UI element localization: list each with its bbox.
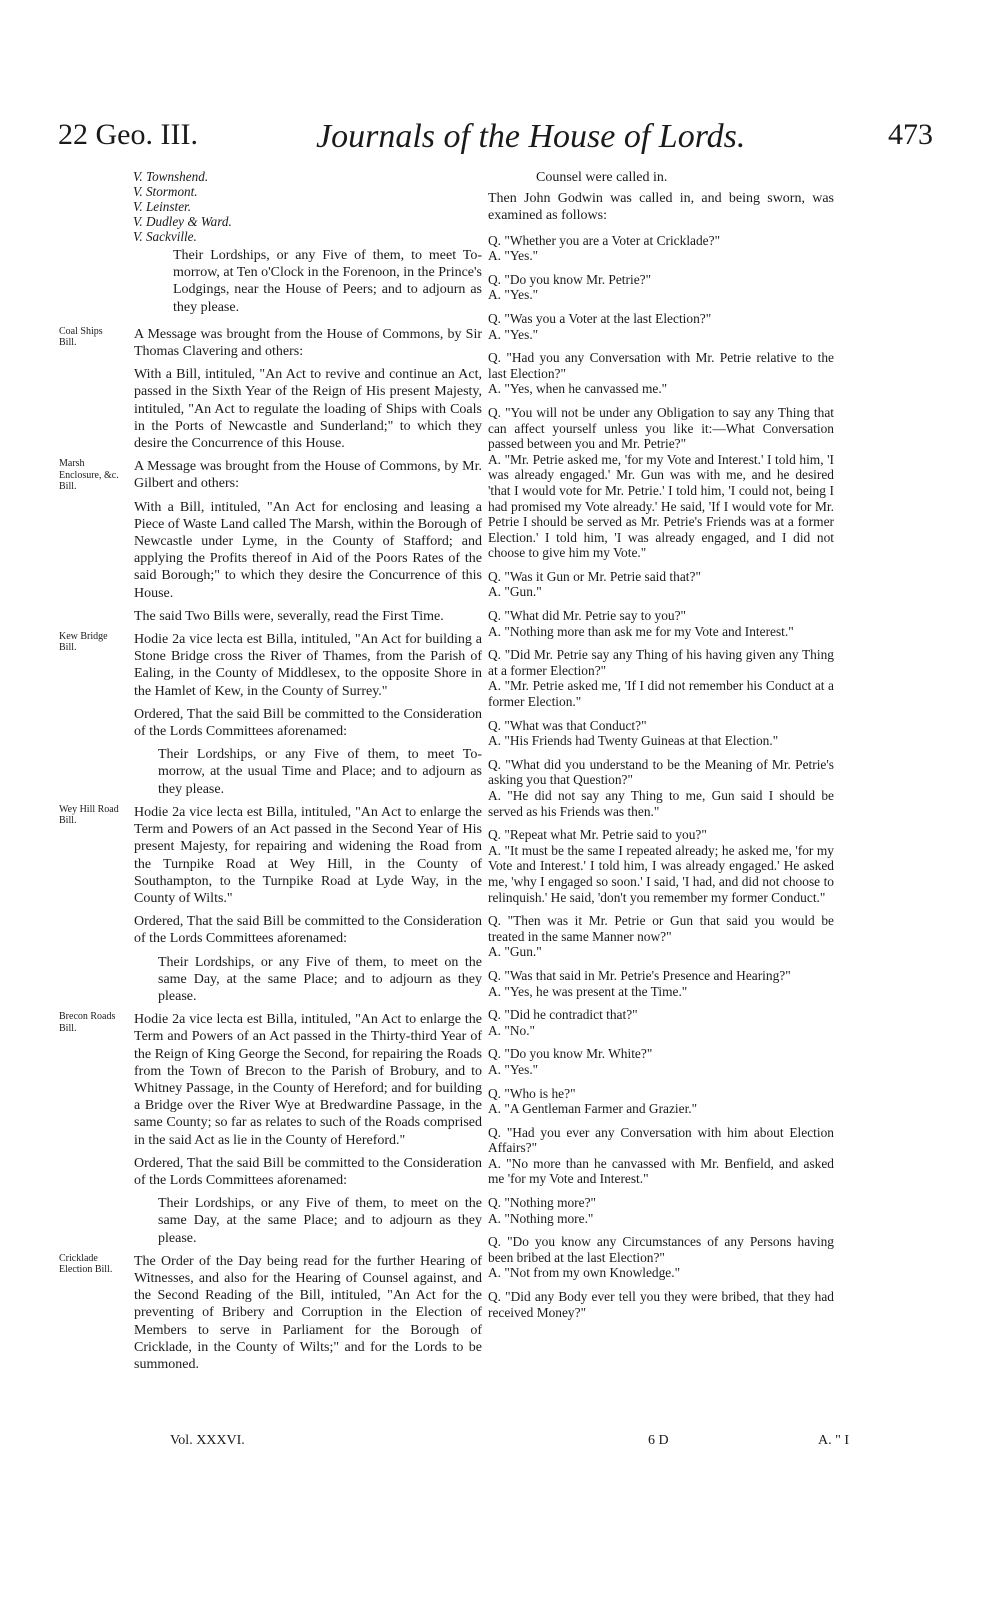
answer: A. "He did not say any Thing to me, Gun said I should be served as his Friends was then.": [488, 788, 834, 819]
answer: A. "Gun.": [488, 944, 542, 960]
qa-block: [488, 647, 834, 709]
qa-block: [488, 311, 834, 342]
lord-name: V. Dudley & Ward.: [133, 214, 232, 229]
qa-block: [488, 827, 834, 905]
question: Q. "Was you a Voter at the last Election?": [488, 310, 712, 326]
answer: A. "Gun.": [488, 584, 542, 600]
paragraph: A Message was brought from the House of Commons, by Sir Thomas Clavering and others:: [134, 326, 482, 360]
paragraph: Then John Godwin was called in, and being sworn, was examined as follows:: [488, 191, 834, 224]
question: Q. "Then was it Mr. Petrie or Gun that said you would be treated in the same Manner now?": [488, 913, 834, 944]
question: Q. "What was that Conduct?": [488, 717, 647, 733]
question: Q. "What did Mr. Petrie say to you?": [488, 608, 686, 624]
question: Q. "Was that said in Mr. Petrie's Presence and Hearing?": [488, 967, 791, 983]
paragraph: The Order of the Day being read for the further Hearing of Witnesses, and also for the Hearing of Counsel against, and the Second Reading of the Bill, intituled, "An Act for the preventing of Bribery and Corruption in the Election of Members to serve in Parliament for the Borough of Cricklade, in the County of Wilts;" and for the Lords to be summoned.: [134, 1253, 482, 1372]
wey-hill-entry: [59, 804, 482, 1005]
margin-note: Coal Ships Bill.: [59, 325, 103, 349]
paragraph: Ordered, That the said Bill be committed to the Consideration of the Lords Committees aforenamed:: [134, 914, 482, 947]
question: Q. "Repeat what Mr. Petrie said to you?": [488, 827, 707, 843]
question: Q. "Did Mr. Petrie say any Thing of his having given any Thing at a former Election?": [488, 647, 834, 678]
question: Q. "Who is he?": [488, 1085, 576, 1101]
answer: A. "A Gentleman Farmer and Grazier.": [488, 1101, 698, 1117]
margin-note: Wey Hill Road Bill.: [59, 803, 119, 827]
answer: A. "Yes.": [488, 287, 539, 303]
margin-note: Marsh Enclosure, &c. Bill.: [59, 458, 119, 493]
margin-note: Brecon Roads Bill.: [59, 1011, 116, 1034]
lord-name: V. Leinster.: [133, 199, 192, 214]
qa-block: [488, 1007, 834, 1038]
qa-block: [488, 968, 834, 999]
kew-bridge-entry: [59, 631, 482, 798]
paragraph: Their Lordships, or any Five of them, to meet To-morrow, at the usual Time and Place; and to adjourn as they please.: [158, 747, 482, 797]
qa-block: [488, 608, 834, 639]
answer: A. "Nothing more than ask me for my Vote and Interest.": [488, 623, 794, 639]
paragraph: Their Lordships, or any Five of them, to meet on the same Day, at the same Place; and to adjourn as they please.: [158, 1196, 482, 1246]
answer: A. "His Friends had Twenty Guineas at that Election.": [488, 733, 779, 749]
brecon-entry: [59, 1011, 482, 1247]
question: Q. "Had you ever any Conversation with him about Election Affairs?": [488, 1124, 834, 1156]
page-header-left: 22 Geo. III.: [58, 118, 198, 151]
qa-block: [488, 757, 834, 819]
answer: A. "No.": [488, 1022, 536, 1038]
question: Q. "What did you understand to be the Meaning of Mr. Petrie's asking you that Question?": [488, 756, 834, 788]
qa-block: [488, 233, 834, 264]
examination-transcript: [488, 233, 834, 1321]
lord-name: V. Stormont.: [133, 184, 198, 199]
paragraph: Hodie 2a vice lecta est Billa, intituled, "An Act to enlarge the Term and Powers of an Act passed in the Thirty-third Year of the Reign of King George the Second, for repairing the Roads from the Town of Brecon to the Parish of Brobury, and to Whitney Passage, in the County of Hereford; and for building a Bridge over the River Wye at Bredwardine Passage, in the same County; so far as relates to such of the Roads comprised in the said Act as lie in the County of Hereford.": [134, 1012, 482, 1148]
answer: A. "Mr. Petrie asked me, 'for my Vote and Interest.' I told him, 'I was already engaged.' Mr. Gun was with me, and he desired 'that I would vote for Mr. Petrie.' I told him, 'I could not, being I had promised my Vote already.' He said, 'If I would vote for Mr. Petrie I should be served as Mr. Petrie's Friends was at a former Election.' I told him, 'I was already engaged, and I did not choose to give him my Vote.": [488, 451, 834, 561]
question: Q. "Do you know Mr. Petrie?": [488, 271, 652, 287]
question: Q. "Was it Gun or Mr. Petrie said that?": [488, 568, 701, 584]
answer: A. "Yes, when he canvassed me.": [488, 381, 668, 397]
paragraph: A Message was brought from the House of Commons, by Mr. Gilbert and others:: [134, 459, 482, 492]
qa-block: [488, 1195, 834, 1226]
question: Q. "Whether you are a Voter at Cricklade?": [488, 232, 721, 248]
answer: A. "Nothing more.": [488, 1210, 594, 1226]
signature-mark: 6 D: [648, 1433, 669, 1448]
qa-block: [488, 1234, 834, 1281]
lord-name: V. Townshend.: [133, 169, 209, 184]
qa-block: [488, 913, 834, 960]
lords-list: [59, 169, 482, 244]
question: Q. "Do you know Mr. White?": [488, 1046, 653, 1062]
paragraph: Ordered, That the said Bill be committed to the Consideration of the Lords Committees aforenamed:: [134, 706, 482, 740]
paragraph: With a Bill, intituled, "An Act for enclosing and leasing a Piece of Waste Land called The Marsh, within the Borough of Newcastle under Lyme, in the County of Stafford; and applying the Profits thereof in Aid of the Poors Rates of the said Borough;" to which they desire the Concurrence of this House.: [134, 499, 482, 601]
coal-ships-entry: [59, 326, 482, 452]
question: Q. "Did any Body ever tell you they were bribed, that they had received Money?": [488, 1289, 834, 1320]
answer: A. "Yes.": [488, 1061, 539, 1077]
question: Q. "You will not be under any Obligation to say any Thing that can affect yourself unless you like it:—What Conversation passed between you and Mr. Petrie?": [488, 404, 834, 452]
answer: A. "Yes, he was present at the Time.": [488, 983, 688, 999]
answer: A. "No more than he canvassed with Mr. Benfield, and asked me 'for my Vote and Interest.": [488, 1155, 834, 1187]
paragraph: Their Lordships, or any Five of them, to meet on the same Day, at the same Place; and to adjourn as they please.: [158, 954, 482, 1004]
question: Q. "Did he contradict that?": [488, 1007, 638, 1023]
question: Q. "Do you know any Circumstances of any Persons having been bribed at the last Election?": [488, 1234, 834, 1265]
answer: A. "Yes.": [488, 326, 539, 342]
qa-block: [488, 1125, 834, 1187]
qa-block: [488, 1289, 834, 1320]
page-number: 473: [888, 118, 933, 151]
qa-block: [488, 405, 834, 561]
volume-label: Vol. XXXVI.: [170, 1433, 245, 1448]
answer: A. "Yes.": [488, 248, 539, 264]
marsh-entry: [59, 458, 482, 625]
answer: A. "It must be the same I repeated already; he asked me, 'for my Vote and Interest.' I told him, I was already engaged.' He asked me, 'why I engaged so soon.' I said, 'I had, and did not choose to relinquish.' He said, 'don't you remember my former Conduct.": [488, 842, 834, 905]
left-column: [59, 169, 482, 1379]
question: Q. "Nothing more?": [488, 1195, 596, 1211]
paragraph: Hodie 2a vice lecta est Billa, intituled, "An Act to enlarge the Term and Powers of an Act passed in the Second Year of His present Majesty, for repairing and widening the Road from the Turnpike Road at Wey Hill, in the County of Southampton, to the Turnpike Road at Lyde Way, in the County of Wilts.": [134, 804, 482, 906]
qa-block: [488, 272, 834, 303]
qa-block: [488, 1086, 834, 1117]
qa-block: [488, 569, 834, 600]
qa-block: [488, 1046, 834, 1077]
right-column: [488, 169, 834, 1328]
qa-block: [488, 718, 834, 749]
paragraph: Ordered, That the said Bill be committed to the Consideration of the Lords Committees aforenamed:: [134, 1155, 482, 1188]
cricklade-entry: [59, 1253, 482, 1373]
answer: A. "Not from my own Knowledge.": [488, 1265, 681, 1281]
margin-note: Kew Bridge Bill.: [59, 631, 108, 654]
page-header-title: Journals of the House of Lords.: [316, 118, 746, 155]
paragraph: Hodie 2a vice lecta est Billa, intituled, "An Act for building a Stone Bridge cross the River of Thames, from the Parish of Ealing, in the County of Middlesex, to the opposite Shore in the Hamlet of Kew, in the County of Surrey.": [134, 632, 482, 699]
qa-block: [488, 350, 834, 397]
question: Q. "Had you any Conversation with Mr. Petrie relative to the last Election?": [488, 350, 834, 381]
paragraph: Counsel were called in.: [536, 170, 668, 185]
paragraph: With a Bill, intituled, "An Act to revive and continue an Act, passed in the Sixth Year of the Reign of His present Majesty, intituled, "An Act to regulate the loading of Ships with Coals in the Ports of Newcastle and Sunderland;" to which they desire the Concurrence of this House.: [134, 367, 482, 452]
adjourn-paragraph: Their Lordships, or any Five of them, to meet To-morrow, at Ten o'Clock in the Forenoon, in the Prince's Lodgings, near the House of Peers; and to adjourn as they please.: [173, 248, 482, 315]
catchword: A. " I: [818, 1433, 849, 1448]
paragraph: The said Two Bills were, severally, read the First Time.: [134, 608, 444, 624]
answer: A. "Mr. Petrie asked me, 'If I did not remember his Conduct at a former Election.": [488, 678, 834, 710]
lord-name: V. Sackville.: [133, 229, 197, 244]
margin-note: Cricklade Election Bill.: [59, 1252, 113, 1276]
